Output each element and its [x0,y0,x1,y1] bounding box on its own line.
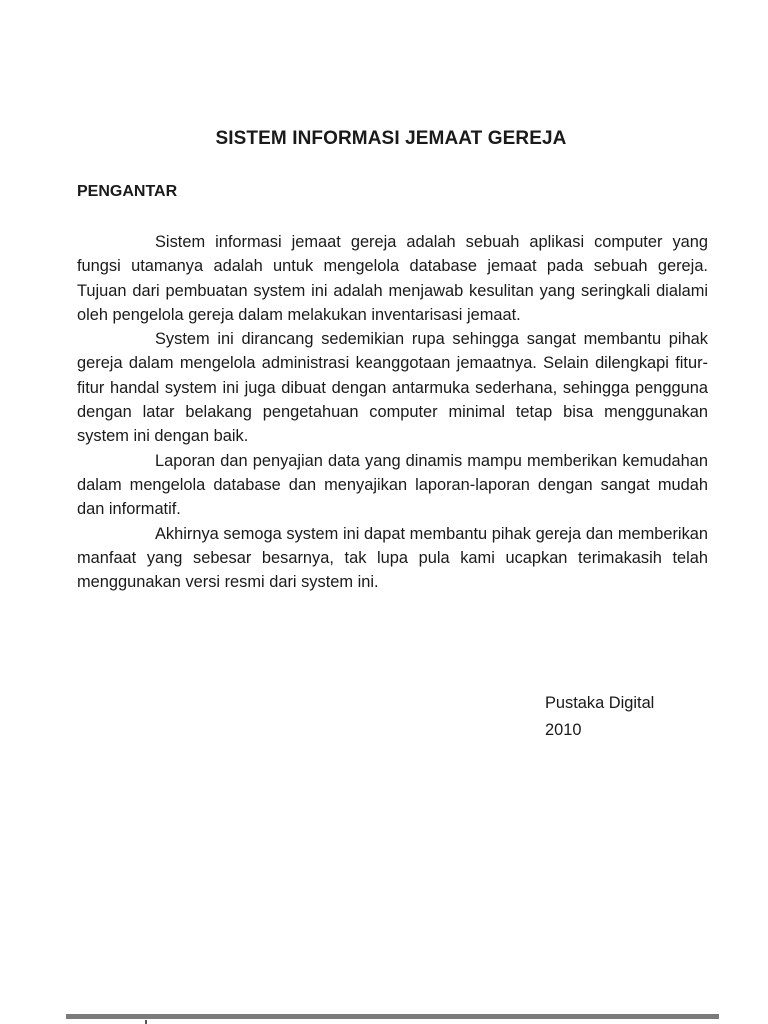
footer [66,1020,719,1024]
signature-block [545,690,654,744]
paragraph: Sistem informasi jemaat gereja adalah sebuah aplikasi computer yang fungsi utamanya adalah untuk mengelola database jemaat pada sebuah gereja. Tujuan dari pembuatan system ini adalah menjawab kesulitan yang seringkali dialami oleh pengelola gereja dalam melakukan inventarisasi jemaat. [77,233,708,324]
section-heading: PENGANTAR [77,183,178,200]
signature-year: 2010 [545,721,582,739]
footer-separator [145,1020,147,1024]
signature-author: Pustaka Digital [545,694,655,712]
footer-rule [66,1014,719,1019]
paragraph: Akhirnya semoga system ini dapat membantu pihak gereja dan memberikan manfaat yang sebesar besarnya, tak lupa pula kami ucapkan terimakasih telah menggunakan versi resmi dari system ini. [77,524,708,592]
body-text [77,230,708,594]
page-title: SISTEM INFORMASI JEMAAT GEREJA [215,128,567,149]
paragraph: System ini dirancang sedemikian rupa sehingga sangat membantu pihak gereja dalam mengelola administrasi keanggotaan jemaatnya. Selain dilengkapi fitur-fitur handal system ini juga dibuat dengan antarmuka sederhana, sehingga pengguna dengan latar belakang pengetahuan computer minimal tetap bisa menggunakan system ini dengan baik. [77,330,708,446]
paragraph: Laporan dan penyajian data yang dinamis mampu memberikan kemudahan dalam mengelola database dan menyajikan laporan-laporan dengan sangat mudah dan informatif. [77,451,708,519]
